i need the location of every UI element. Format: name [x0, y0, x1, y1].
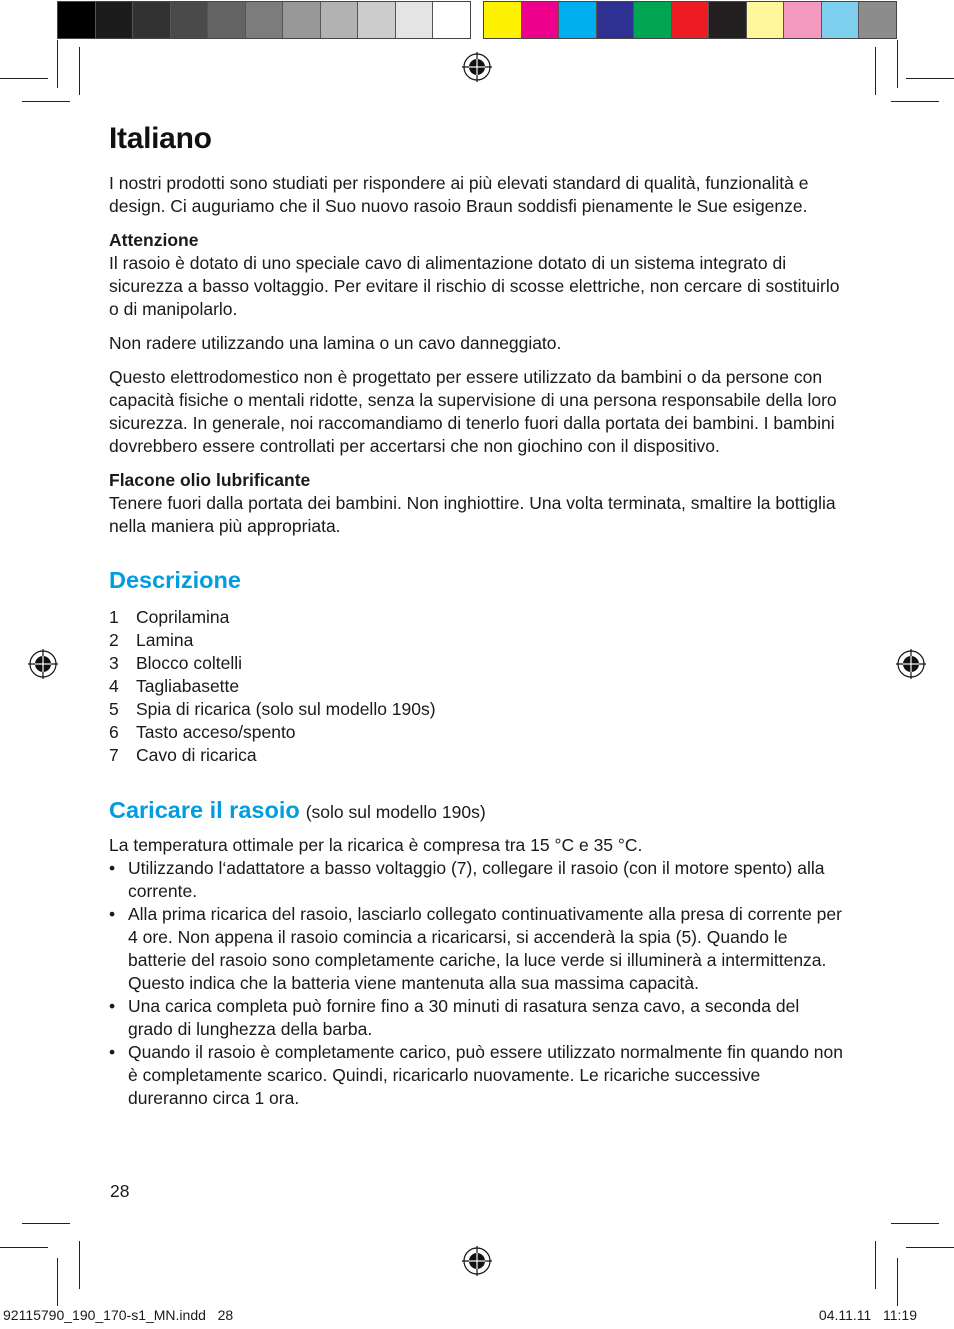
crop-mark [897, 40, 898, 88]
list-item [109, 675, 844, 698]
crop-mark [875, 47, 876, 95]
registration-mark-icon [462, 52, 492, 82]
crop-mark [0, 78, 48, 79]
list-item-number: 1 [109, 607, 119, 627]
oil-heading: Flacone olio lubrificante [109, 470, 311, 490]
gray-swatch [358, 2, 396, 38]
registration-mark-icon [462, 1246, 492, 1276]
color-swatch [672, 2, 710, 38]
warning-section [109, 229, 844, 321]
children-warning: Questo elettrodomestico non è progettato per essere utilizzato da bambini o da persone con capacità fisiche o mentali ridotte, senza la supervisione di una persona responsabile della loro sicurezza. In generale, noi raccomandiamo di tenerlo fuori dalla portata dei bambini. I bambini dovrebbero essere controllati per accertarsi che non giochino con il dispositivo. [109, 367, 837, 456]
list-item [109, 606, 844, 629]
charging-heading-note: (solo sul modello 190s) [305, 802, 486, 822]
crop-mark [875, 1241, 876, 1289]
list-item-number: 6 [109, 722, 119, 742]
bullet-text: Utilizzando l‘adattatore a basso voltaggio (7), collegare il rasoio (con il motore spento) alla corrente. [128, 858, 825, 901]
gray-swatch [96, 2, 134, 38]
bullet-icon: • [109, 996, 116, 1016]
bullet-icon: • [109, 904, 116, 924]
list-item-label: Tasto acceso/spento [136, 722, 296, 742]
color-swatch [634, 2, 672, 38]
list-item-label: Tagliabasette [136, 676, 240, 696]
process-color-bar [483, 1, 897, 39]
bullet-item [109, 857, 844, 903]
gray-swatch [321, 2, 359, 38]
page-title: Italiano [109, 122, 212, 155]
color-swatch [597, 2, 635, 38]
oil-section [109, 469, 844, 538]
bullet-text: Una carica completa può fornire fino a 30 minuti di rasatura senza cavo, a seconda del grado di lunghezza della barba. [128, 996, 800, 1039]
list-item-number: 2 [109, 630, 119, 650]
charging-heading [109, 797, 844, 824]
warning-heading: Attenzione [109, 230, 199, 250]
bullet-item [109, 1041, 844, 1110]
color-swatch [784, 2, 822, 38]
list-item-number: 5 [109, 699, 119, 719]
crop-mark [79, 1241, 80, 1289]
description-list [109, 606, 844, 767]
gray-swatch [171, 2, 209, 38]
gray-swatch [58, 2, 96, 38]
list-item [109, 698, 844, 721]
crop-mark [22, 1223, 70, 1224]
list-item-label: Lamina [136, 630, 194, 650]
gray-swatch [208, 2, 246, 38]
registration-mark-icon [28, 649, 58, 679]
bullet-item [109, 995, 844, 1041]
gray-swatch [433, 2, 470, 38]
charging-bullets [109, 857, 844, 1110]
color-swatch [559, 2, 597, 38]
gray-swatch [246, 2, 284, 38]
gray-swatch [133, 2, 171, 38]
list-item-number: 4 [109, 676, 119, 696]
list-item-number: 7 [109, 745, 119, 765]
damaged-warning: Non radere utilizzando una lamina o un cavo danneggiato. [109, 333, 562, 353]
crop-mark [22, 101, 70, 102]
list-item-label: Spia di ricarica (solo sul modello 190s) [136, 699, 436, 719]
bullet-icon: • [109, 1042, 116, 1062]
color-swatch [709, 2, 747, 38]
bullet-text: Alla prima ricarica del rasoio, lasciarlo collegato continuativamente alla presa di corrente per 4 ore. Non appena il rasoio comincia a ricaricarsi, si accenderà la spia (5). Quando le batterie del rasoio sono completamente cariche, la luce verde si illuminerà a intermittenza. Questo indica che la batteria viene mantenuta alla sua massima capacità. [128, 904, 842, 993]
color-swatch [522, 2, 560, 38]
bullet-item [109, 903, 844, 995]
charging-heading-text: Caricare il rasoio [109, 797, 300, 823]
footer-file-info: 92115790_190_170-s1_MN.indd 28 [3, 1307, 234, 1323]
list-item [109, 721, 844, 744]
color-swatch [822, 2, 860, 38]
list-item [109, 629, 844, 652]
color-swatch [747, 2, 785, 38]
warning-text: Il rasoio è dotato di uno speciale cavo di alimentazione dotato di un sistema integrato di sicurezza a basso voltaggio. Per evitare il rischio di scosse elettriche, non cercare di sostituirlo o di manipolarlo. [109, 253, 840, 319]
list-item-label: Cavo di ricarica [136, 745, 257, 765]
bullet-icon: • [109, 858, 116, 878]
page-number: 28 [110, 1181, 130, 1201]
grayscale-color-bar [57, 1, 471, 39]
crop-mark [79, 47, 80, 95]
crop-mark [897, 1258, 898, 1306]
bullet-text: Quando il rasoio è completamente carico, può essere utilizzato normalmente fin quando non è completamente scarico. Quindi, ricaricarlo nuovamente. Le ricariche successive dureranno circa 1 ora. [128, 1042, 843, 1108]
registration-mark-icon [896, 649, 926, 679]
description-heading: Descrizione [109, 567, 241, 593]
list-item-number: 3 [109, 653, 119, 673]
footer-date-info: 04.11.11 11:19 [818, 1307, 917, 1323]
crop-mark [906, 1247, 954, 1248]
list-item [109, 744, 844, 767]
intro-paragraph: I nostri prodotti sono studiati per rispondere ai più elevati standard di qualità, funzionalità e design. Ci auguriamo che il Suo nuovo rasoio Braun soddisfi pienamente le Sue esigenze. [109, 173, 809, 216]
gray-swatch [283, 2, 321, 38]
list-item-label: Coprilamina [136, 607, 230, 627]
crop-mark [57, 40, 58, 88]
color-swatch [859, 2, 896, 38]
oil-text: Tenere fuori dalla portata dei bambini. Non inghiottire. Una volta terminata, smaltire la bottiglia nella maniera più appropriata. [109, 493, 836, 536]
crop-mark [0, 1247, 48, 1248]
list-item [109, 652, 844, 675]
list-item-label: Blocco coltelli [136, 653, 243, 673]
color-swatch [484, 2, 522, 38]
crop-mark [891, 1223, 939, 1224]
charging-intro: La temperatura ottimale per la ricarica è compresa tra 15 °C e 35 °C. [109, 835, 643, 855]
crop-mark [57, 1258, 58, 1306]
crop-mark [891, 101, 939, 102]
crop-mark [906, 78, 954, 79]
page-content [109, 122, 844, 1110]
gray-swatch [396, 2, 434, 38]
